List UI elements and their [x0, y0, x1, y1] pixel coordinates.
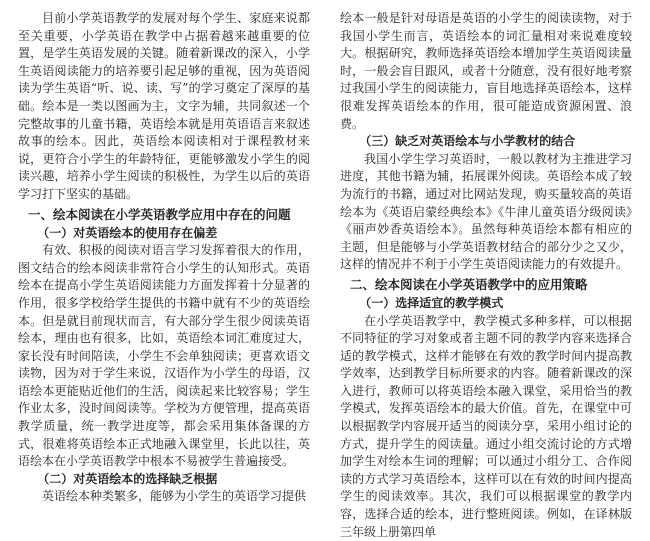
section-heading-1: 一、绘本阅读在小学英语教学应用中存在的问题 [18, 206, 310, 224]
subsection-heading-2-1: （一）选择适宜的教学模式 [340, 295, 632, 313]
intro-paragraph: 目前小学英语教学的发展对每个学生、家庭来说都至关重要，小学英语在教学中占据着越来越重要的位置，是学生英语发展的关键。随着新课改的深入，小学生英语阅读能力的培养要引起足够的重视，因为英语阅读为学生英语“听、说、读、写”的学习奠定了深厚的基础。绘本是一类以图画为主，文字为辅，共同叙述一个完整故事的儿童书籍，英语绘本就是用英语语言来叙述故事的绘本。因此，英语绘本阅读相对于课程教材来说，更符合小学生的年龄特征，更能够激发小学生的阅读兴趣，培养小学生阅读的积极性，为学生以后的英语学习打下坚实的基础。 [18, 10, 310, 204]
paragraph-1-1: 有效、积极的阅读对语言学习发挥着很大的作用，图文结合的绘本阅读非常符合小学生的认知形式。英语绘本在提高小学生英语阅读能力方面发挥着十分显著的作用，很多学校给学生提供的书籍中就有不少的英语绘本。但是就目前现状而言，有大部分学生很少阅读英语绘本，理由也有很多，比如，英语绘本词汇难度过大，家长没有时间陪读，小学生不会单独阅读；更喜欢语文读物，因为对于学生来说，汉语作为小学生的母语，汉语绘本更能贴近他们的生活，阅读起来比较容易；学生作业太多，没时间阅读等。学校为方便管理，提高英语教学质量，统一教学进度等，都会采用集体备课的方式，很难将英语绘本正式地融入课堂里，长此以往，英语绘本在小学英语教学中根本不易被学生普遍接受。 [18, 242, 310, 471]
paragraph-1-2-cont: 绘本一般是针对母语是英语的小学生的阅读读物，对于我国小学生而言，英语绘本的词汇量相对来说难度较大。根据研究，教师选择英语绘本增加学生英语阅读量时，一般会盲目跟风，或者十分随意，没有很好地考察过我国小学生的阅读能力，盲目地选择英语绘本，这样很难发挥英语绘本的作用，很可能造成资源闲置、浪费。 [340, 10, 632, 133]
subsection-heading-1-1: （一）对英语绘本的使用存在偏差 [18, 225, 310, 243]
paragraph-1-2-start: 英语绘本种类繁多，能够为小学生的英语学习提供 [18, 488, 310, 506]
section-heading-2: 二、绘本阅读在小学英语教学中的应用策略 [340, 276, 632, 294]
subsection-heading-1-2: （二）对英语绘本的选择缺乏根据 [18, 471, 310, 489]
subsection-heading-1-3: （三）缺乏对英语绘本与小学教材的结合 [340, 133, 632, 151]
paragraph-2-1: 在小学英语教学中，教学模式多种多样，可以根据不同特征的学习对象或者主题不同的教学内容来选择合适的教学模式，这样才能够在有效的教学时间内提高教学效率，达到教学目标所要求的内容。随着新课改的深入进行，教师可以将英语绘本融入课堂，采用恰当的教学模式，发挥英语绘本的最大价值。首先，在课堂中可以根据教学内容展开适当的阅读分享，采用小组讨论的方式，提升学生的阅读量。通过小组交流讨论的方式增加学生对绘本生词的理解；可以通过小组分工、合作阅读的方式学习英语绘本，这样可以在有效的时间内提高学生的阅读效率。其次，我们可以根据课堂的教学内容，选择合适的绘本，进行整班阅读。例如，在译林版三年级上册第四单 [340, 313, 632, 541]
paragraph-1-3: 我国小学生学习英语时，一般以教材为主推进学习进度，其他书籍为辅，拓展课外阅读。英语绘本成了较为流行的书籍，通过对比网站发现，购买量较高的英语绘本为《英语启蒙经典绘本》《牛津儿童英语分级阅读》《丽声妙香英语绘本》。虽然每种英语绘本都有相应的主题，但是能够与小学英语教材结合的部分少之又少，这样的情况并不利于小学生英语阅读能力的有效提升。 [340, 151, 632, 274]
right-column [340, 10, 632, 533]
left-column [18, 10, 310, 533]
